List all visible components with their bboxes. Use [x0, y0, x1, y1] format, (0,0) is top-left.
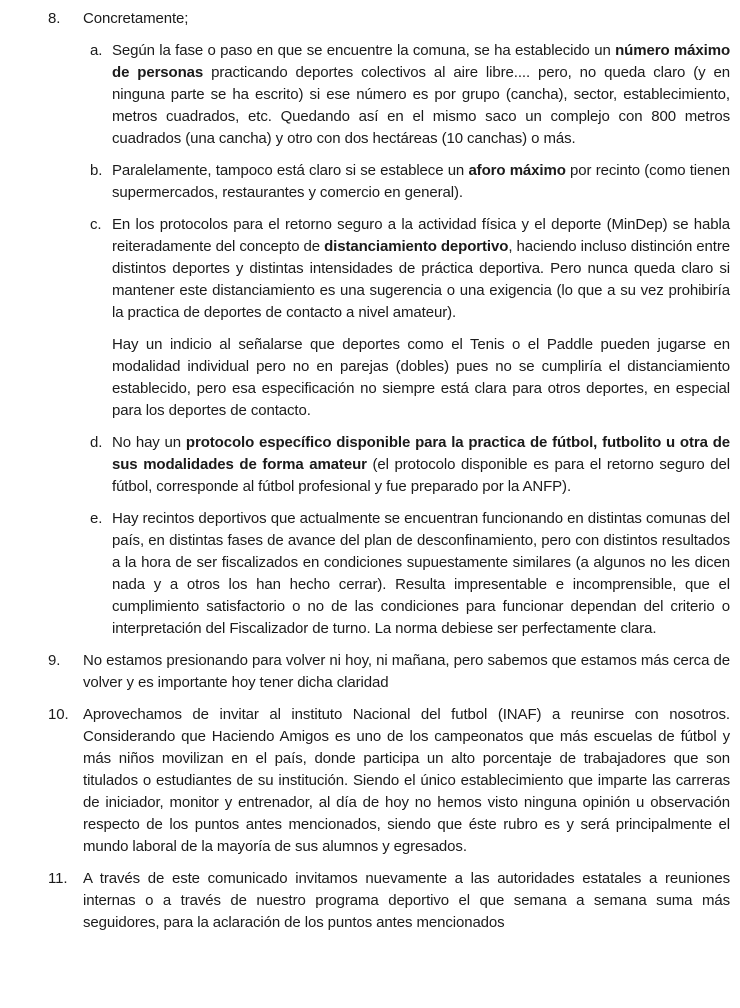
list-item-8c: [90, 214, 730, 432]
item-number-8: 8.: [48, 10, 61, 27]
paragraph-8b: [112, 160, 730, 204]
paragraph-8d: [112, 432, 730, 498]
bold-text-segment: número máximo de personas: [112, 42, 731, 81]
subitem-d-body: [112, 432, 730, 508]
list-item-8a: [90, 40, 730, 160]
item-number-11: 11.: [48, 870, 68, 887]
list-item-8e: [90, 508, 730, 650]
item-number-9: 9.: [48, 652, 61, 669]
subitem-marker-c: c.: [90, 216, 102, 233]
text-segment: Según la fase o paso en que se encuentre la comuna, se ha establecido un: [112, 42, 616, 59]
item-8-body: [83, 8, 730, 650]
text-segment: Aprovechamos de invitar al instituto Nacional del futbol (INAF) a reunirse con nosotros. Considerando que Haciendo Amigos es uno de los campeonatos que más escuelas de fútbol y más niños movilizan en el país, donde participa un alto porcentaje de trabajadores que son titulados o estudiantes de su institución. Siendo el único establecimiento que imparte las carreras de iniciador, monitor y entrenador, al día de hoy no hemos visto ninguna opinión u observación respecto de los puntos antes mencionados, siendo que éste rubro es y será principalmente el mundo laboral de la mayoría de sus alumnos y egresados.: [83, 706, 730, 855]
subitem-marker-d: d.: [90, 434, 103, 451]
paragraph-9: [83, 650, 730, 694]
list-item-10: [0, 704, 730, 868]
subitem-e-body: [112, 508, 730, 650]
bold-text-segment: distanciamiento deportivo: [324, 238, 509, 255]
text-segment: No estamos presionando para volver ni hoy, ni mañana, pero sabemos que estamos más cerca de volver y es importante hoy tener dicha claridad: [83, 652, 730, 691]
list-item-11: [0, 868, 730, 944]
list-item-8d: [90, 432, 730, 508]
text-segment: por recinto (como tienen supermercados, restaurantes y comercio en general).: [112, 162, 730, 201]
item-10-body: [83, 704, 730, 868]
text-segment: , haciendo incluso distinción entre distintos deportes y distintas intensidades de práctica deportiva. Pero nunca queda claro si mantener este distanciamiento es una sugerencia o una exigencia (lo que a su vez prohibiría la practica de deportes de contacto a nivel amateur).: [112, 238, 731, 321]
bold-text-segment: aforo máximo: [468, 162, 566, 179]
list-item-8b: [90, 160, 730, 214]
paragraph-8c-1: [112, 214, 730, 324]
text-segment: En los protocolos para el retorno seguro a la actividad física y el deporte (MinDep) se habla reiteradamente del concepto de: [112, 216, 730, 255]
subitem-b-body: [112, 160, 730, 214]
text-segment: No hay un: [112, 434, 186, 451]
text-segment: (el protocolo disponible es para el retorno seguro del fútbol, corresponde al fútbol profesional y fue preparado por la ANFP).: [112, 456, 730, 495]
bold-text-segment: protocolo específico disponible para la practica de fútbol, futbolito u otra de sus modalidades de forma amateur: [112, 434, 730, 473]
text-segment: Concretamente;: [83, 10, 189, 27]
item-9-body: [83, 650, 730, 704]
item-number-10: 10.: [48, 706, 69, 723]
paragraph-8a: [112, 40, 730, 150]
item-11-body: [83, 868, 730, 944]
paragraph-10: [83, 704, 730, 858]
subitem-c-body: [112, 214, 730, 432]
text-segment: Paralelamente, tampoco está claro si se establece un: [112, 162, 469, 179]
text-segment: Hay un indicio al señalarse que deportes como el Tenis o el Paddle pueden jugarse en modalidad individual pero no en parejas (dobles) pues no se cumpliría el distanciamiento establecido, pero esa especificación no siempre está clara para otros deportes, en especial para los deportes de contacto.: [112, 336, 730, 419]
list-item-8: [0, 8, 730, 650]
list-item-9: [0, 650, 730, 704]
paragraph-8c-2: [112, 334, 730, 422]
text-segment: A través de este comunicado invitamos nuevamente a las autoridades estatales a reuniones internas o a través de nuestro programa deportivo el que semana a semana suma más seguidores, para la aclaración de los puntos antes mencionados: [83, 870, 730, 931]
subitem-a-body: [112, 40, 730, 160]
paragraph-11: [83, 868, 730, 934]
text-segment: practicando deportes colectivos al aire libre.... pero, no queda claro (y en ninguna parte se ha escrito) si ese número es por grupo (cancha), sector, establecimiento, metros cuadrados, etc. Quedando así en el mismo saco un complejo con 800 metros cuadrados (una cancha) y otro con dos hectáreas (10 canchas) o más.: [112, 64, 730, 147]
subitem-marker-b: b.: [90, 162, 103, 179]
paragraph-8e: [112, 508, 730, 640]
subitem-marker-e: e.: [90, 510, 103, 527]
subitem-marker-a: a.: [90, 42, 103, 59]
text-segment: Hay recintos deportivos que actualmente se encuentran funcionando en distintas comunas del país, en distintas fases de avance del plan de desconfinamiento, pero con distintos resultados a la hora de ser fiscalizados en condiciones supuestamente similares (a algunos no les dicen nada y a otros los han hecho cerrar). Resulta impresentable e incomprensible, que el cumplimiento satisfactorio o no de las condiciones para funcionar dependan del criterio o interpretación del Fiscalizador de turno. La norma debiese ser perfectamente clara.: [112, 510, 730, 637]
paragraph-8-intro: [83, 8, 730, 30]
